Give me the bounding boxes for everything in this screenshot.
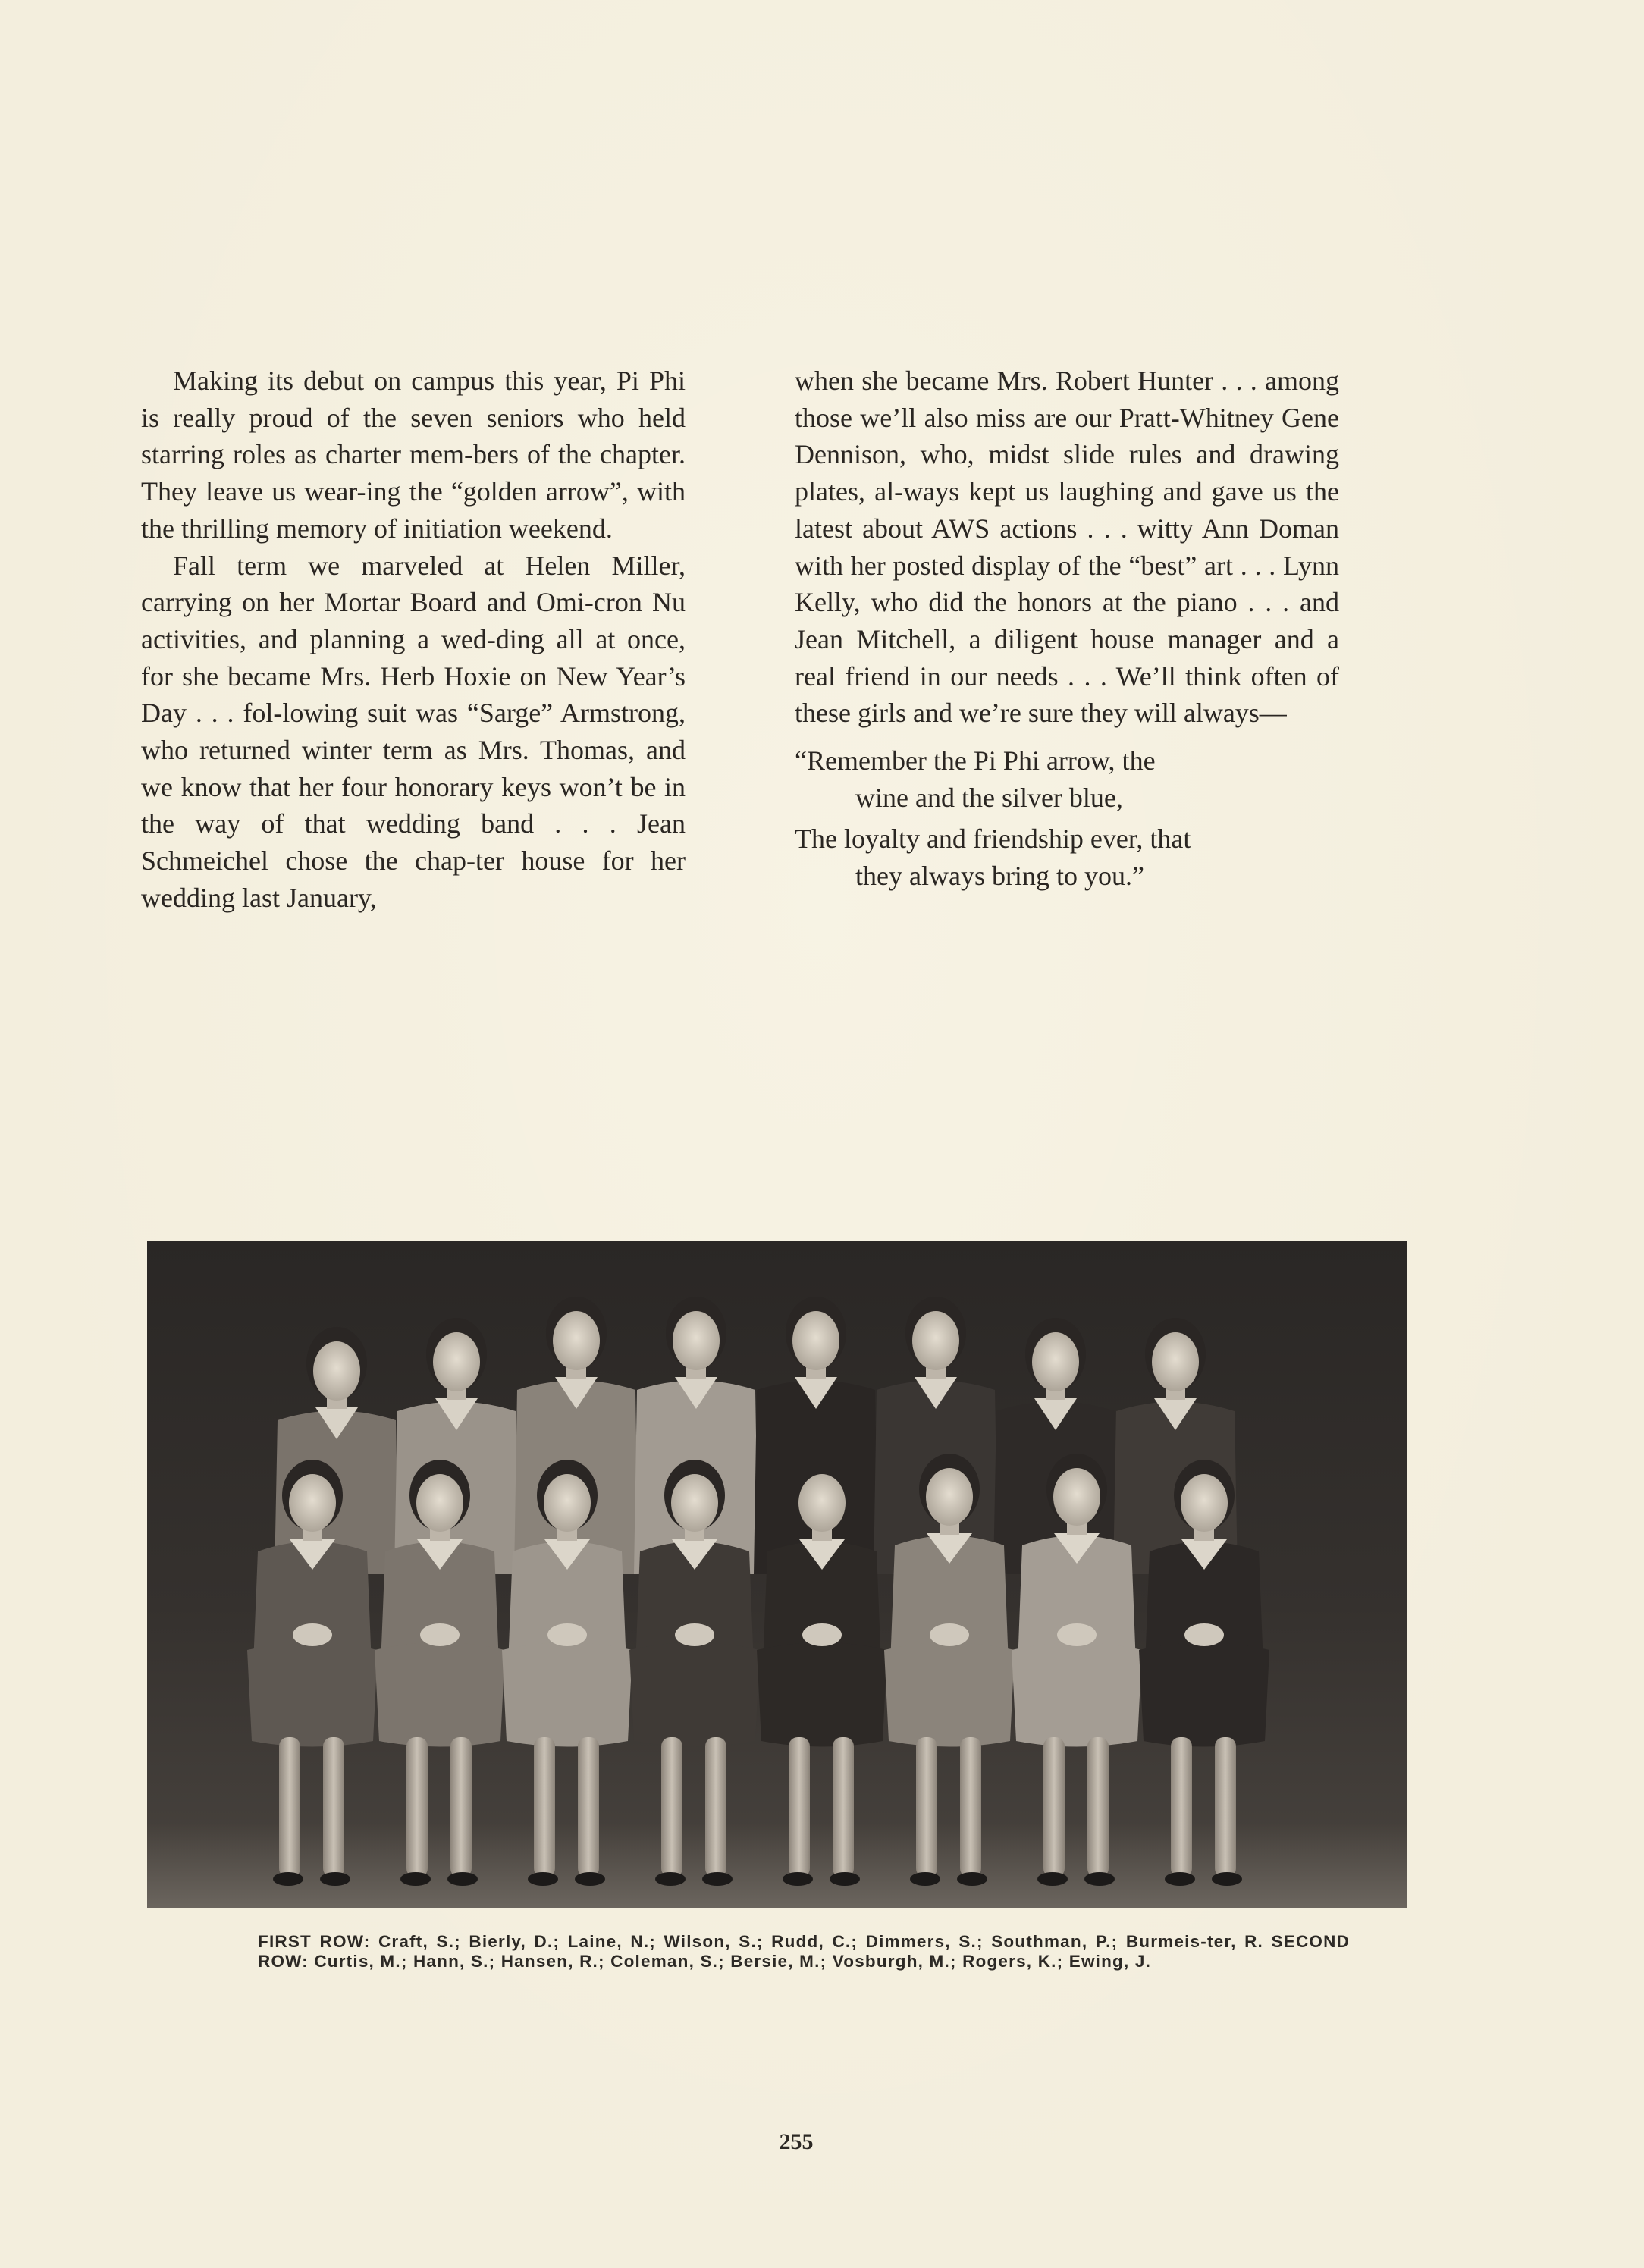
page-number: 255 (779, 2129, 814, 2154)
group-photo-drawing (147, 1241, 1407, 1908)
photo-caption: FIRST ROW: Craft, S.; Bierly, D.; Laine, N.; Wilson, S.; Rudd, C.; Dimmers, S.; Southman, P.; Burmeis-ter, R. SECOND ROW: Curtis, M.; Hann, S.; Hansen, R.; Coleman, S.; Bersie, M.; Vosburgh, M.; Rogers, K.; Ewing, J. (258, 1932, 1350, 1971)
song-verse (795, 742, 1339, 895)
right-text-column (795, 362, 1339, 899)
left-paragraph-2: Fall term we marveled at Helen Miller, carrying on her Mortar Board and Omi-cron Nu activities, and planning a wed-ding all at once, for she became Mrs. Herb Hoxie on New Year’s Day . . . fol-lowing suit was “Sarge” Armstrong, who returned winter term as Mrs. Thomas, and we know that her four honorary keys won’t be in the way of that wedding band . . . Jean Schmeichel chose the chap-ter house for her wedding last January, (141, 550, 686, 913)
verse-line-2b: they always bring to you.” (855, 861, 1144, 892)
left-text-column (141, 362, 686, 917)
group-photograph (147, 1241, 1407, 1908)
verse-line-1 (795, 742, 1339, 816)
left-paragraph-1: Making its debut on campus this year, Pi Phi is really proud of the seven seniors who held starring roles as charter mem-bers of the chapter. They leave us wear-ing the “golden arrow”, with the thrilling memory of initiation weekend. (141, 365, 686, 544)
verse-line-1a: “Remember the Pi Phi arrow, the (795, 745, 1156, 776)
verse-line-2 (795, 820, 1339, 894)
verse-line-2a: The loyalty and friendship ever, that (795, 823, 1191, 855)
right-paragraph-1: when she became Mrs. Robert Hunter . . . among those we’ll also miss are our Pratt-Whitney Gene Dennison, who, midst slide rules and drawing plates, al-ways kept us laughing and gave us the latest about AWS actions . . . witty Ann Doman with her posted display of the “best” art . . . Lynn Kelly, who did the honors at the piano . . . and Jean Mitchell, a diligent house manager and a real friend in our needs . . . We’ll think often of these girls and we’re sure they will always— (795, 365, 1339, 729)
verse-line-1b: wine and the silver blue, (855, 782, 1123, 813)
